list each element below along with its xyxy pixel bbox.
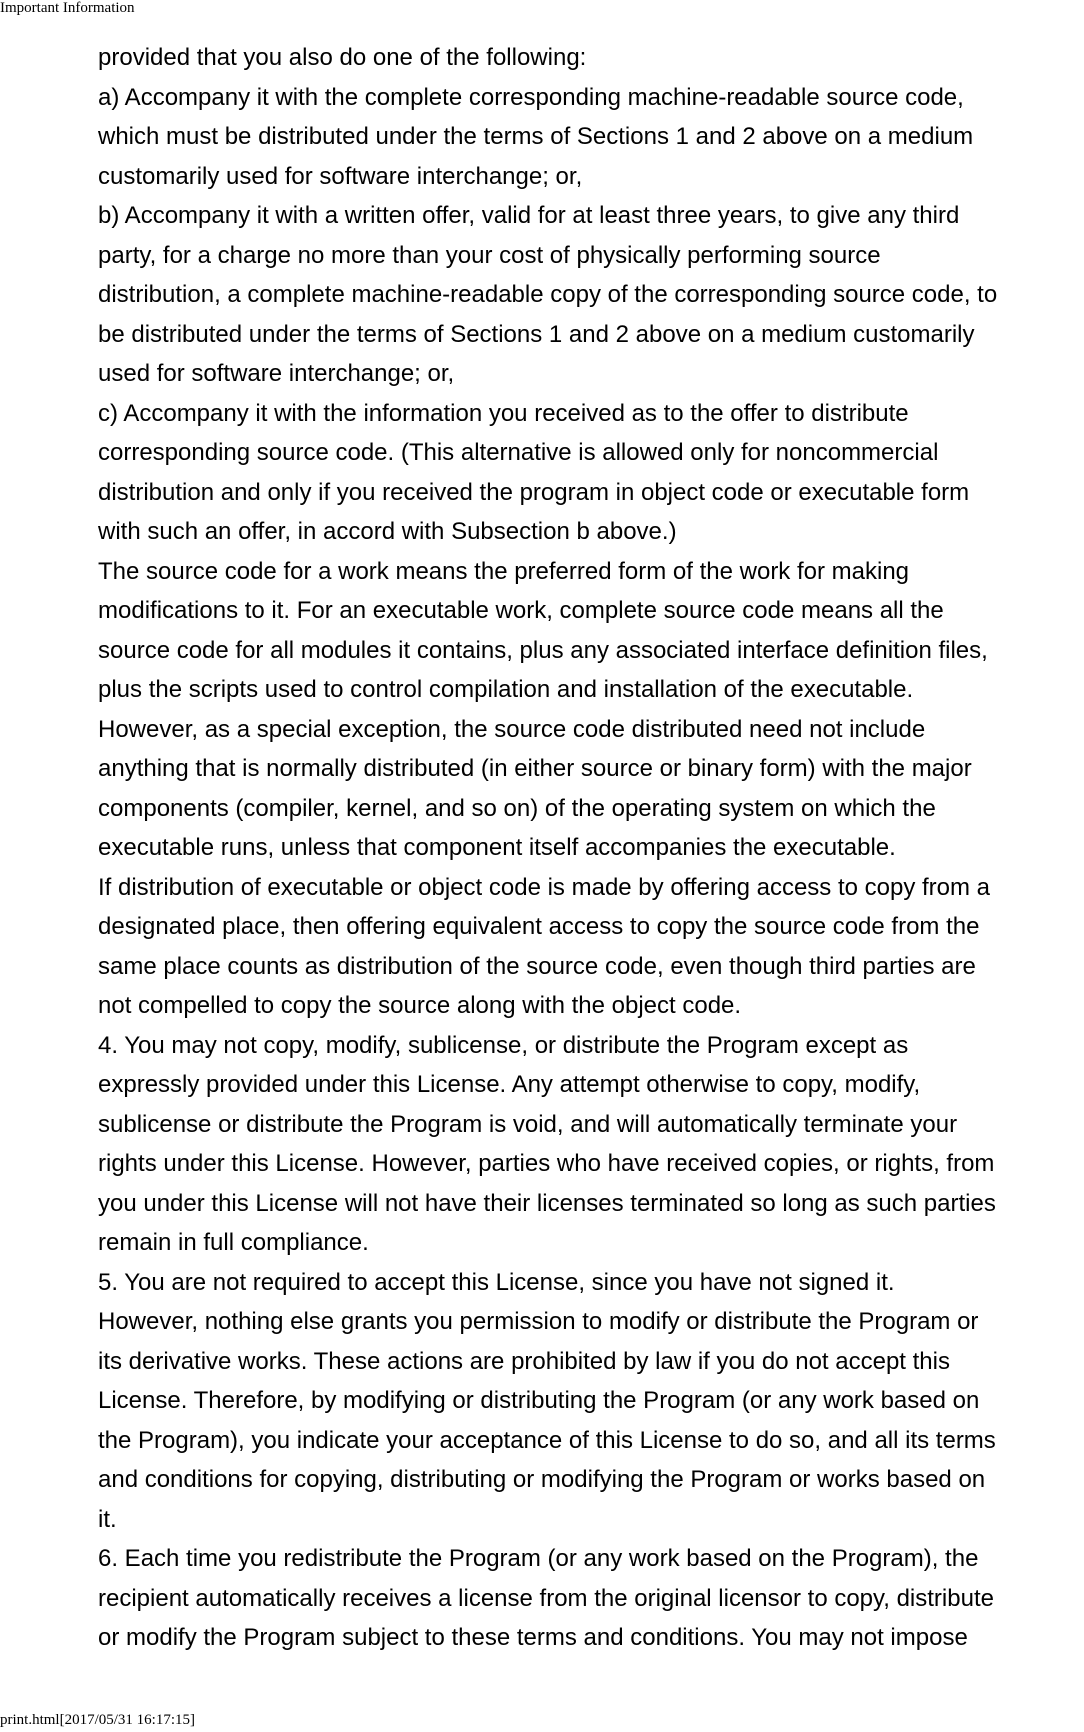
text-line: remain in full compliance. bbox=[98, 1229, 369, 1256]
text-line: provided that you also do one of the following: bbox=[98, 44, 587, 71]
text-line: rights under this License. However, parties who have received copies, or rights, from bbox=[98, 1150, 995, 1177]
text-line: If distribution of executable or object code is made by offering access to copy from a bbox=[98, 873, 991, 901]
text-line: a) Accompany it with the complete corresponding machine-readable source code, bbox=[98, 83, 964, 111]
text-line: anything that is normally distributed (in either source or binary form) with the major bbox=[98, 755, 972, 782]
text-line: The source code for a work means the preferred form of the work for making bbox=[98, 557, 910, 585]
text-line: source code for all modules it contains, plus any associated interface definition files, bbox=[98, 636, 988, 664]
text-line: c) Accompany it with the information you received as to the offer to distribute bbox=[98, 399, 909, 427]
license-text-body bbox=[98, 38, 1084, 1658]
text-line: not compelled to copy the source along with the object code. bbox=[98, 992, 742, 1019]
text-line: with such an offer, in accord with Subsection b above.) bbox=[98, 518, 677, 545]
text-line: you under this License will not have their licenses terminated so long as such parties bbox=[98, 1189, 996, 1217]
text-line: distribution, a complete machine-readable copy of the corresponding source code, to bbox=[98, 281, 998, 308]
text-line: designated place, then offering equivalent access to copy the source code from the bbox=[98, 913, 980, 940]
text-line: However, as a special exception, the source code distributed need not include bbox=[98, 715, 926, 743]
text-line: same place counts as distribution of the source code, even though third parties are bbox=[98, 952, 976, 980]
text-line: party, for a charge no more than your cost of physically performing source bbox=[98, 241, 881, 269]
text-line: License. Therefore, by modifying or distributing the Program (or any work based on bbox=[98, 1387, 980, 1414]
text-line: expressly provided under this License. Any attempt otherwise to copy, modify, bbox=[98, 1071, 921, 1098]
text-line: which must be distributed under the terms of Sections 1 and 2 above on a medium bbox=[98, 123, 974, 150]
text-line: 6. Each time you redistribute the Program (or any work based on the Program), the bbox=[98, 1545, 979, 1572]
text-line: sublicense or distribute the Program is void, and will automatically terminate your bbox=[98, 1110, 958, 1138]
text-line: distribution and only if you received the program in object code or executable form bbox=[98, 478, 970, 506]
text-line: its derivative works. These actions are prohibited by law if you do not accept this bbox=[98, 1347, 950, 1375]
text-line: components (compiler, kernel, and so on) of the operating system on which the bbox=[98, 794, 936, 822]
text-line: executable runs, unless that component itself accompanies the executable. bbox=[98, 834, 896, 861]
text-line: plus the scripts used to control compilation and installation of the executable. bbox=[98, 676, 914, 703]
text-line: the Program), you indicate your acceptance of this License to do so, and all its terms bbox=[98, 1426, 996, 1454]
text-line: or modify the Program subject to these terms and conditions. You may not impose bbox=[98, 1624, 968, 1651]
text-line: b) Accompany it with a written offer, valid for at least three years, to give any third bbox=[98, 202, 960, 229]
text-line: However, nothing else grants you permission to modify or distribute the Program or bbox=[98, 1308, 979, 1335]
text-line: corresponding source code. (This alternative is allowed only for noncommercial bbox=[98, 439, 939, 466]
text-line: 4. You may not copy, modify, sublicense, or distribute the Program except as bbox=[98, 1031, 909, 1059]
text-line: be distributed under the terms of Sections 1 and 2 above on a medium customarily bbox=[98, 320, 975, 348]
text-line: modifications to it. For an executable work, complete source code means all the bbox=[98, 597, 944, 624]
text-line: 5. You are not required to accept this License, since you have not signed it. bbox=[98, 1268, 895, 1296]
text-line: and conditions for copying, distributing or modifying the Program or works based on bbox=[98, 1466, 986, 1493]
text-line: used for software interchange; or, bbox=[98, 360, 455, 387]
print-footer-source: print.html[2017/05/31 16:17:15] bbox=[0, 1712, 195, 1728]
text-line: recipient automatically receives a license from the original licensor to copy, distribute bbox=[98, 1584, 994, 1612]
print-header-title: Important Information bbox=[0, 0, 135, 16]
text-line: it. bbox=[98, 1505, 117, 1533]
text-line: customarily used for software interchange; or, bbox=[98, 162, 583, 190]
